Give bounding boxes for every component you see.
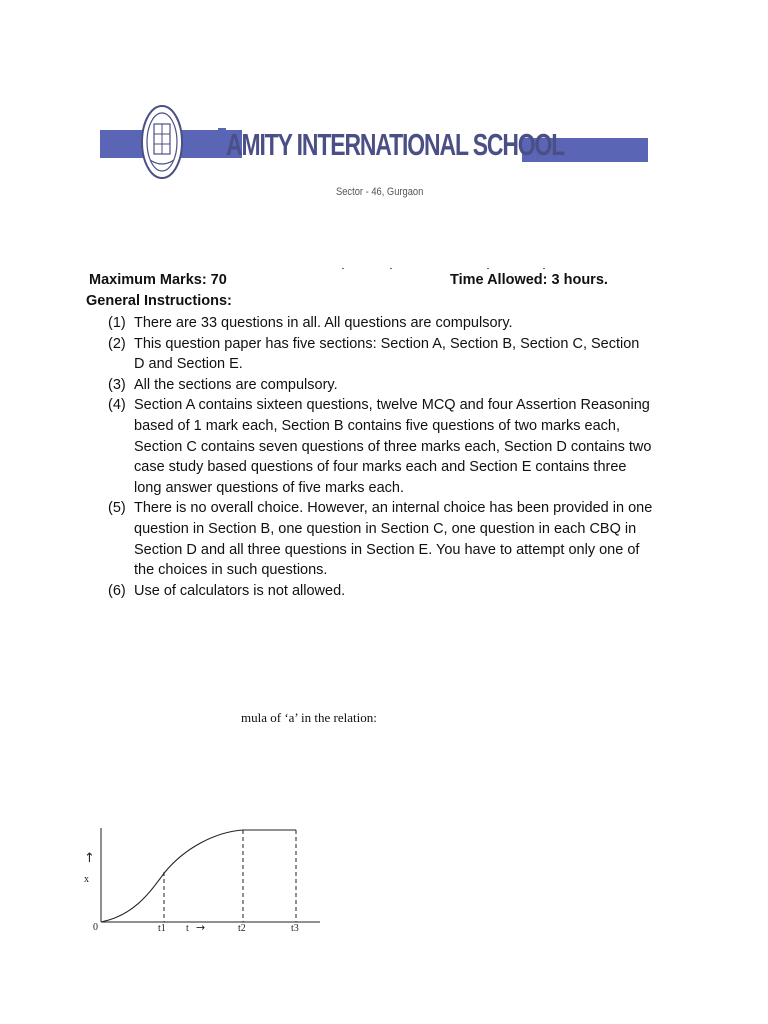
instruction-item <box>108 581 653 602</box>
instruction-text: Section A contains sixteen questions, twelve MCQ and four Assertion Reasoning based of 1 mark each, Section B contains five questions of two marks each, Section C contains seven questions of three marks each, Section D contains two case study based questions of four marks each and Section E contains three long answer questions of five marks each. <box>134 397 652 496</box>
t1-label: t1 <box>158 923 166 934</box>
instruction-number: (2) <box>108 335 126 352</box>
y-arrow-icon: ↑ <box>84 851 95 866</box>
instruction-number: (1) <box>108 315 126 331</box>
position-curve <box>101 830 296 922</box>
position-time-graph <box>80 820 320 940</box>
origin-label: 0 <box>93 922 98 933</box>
instruction-number: (4) <box>108 397 126 414</box>
header-band-connector <box>218 128 226 152</box>
school-crest-icon <box>140 102 184 182</box>
instruction-text: There are 33 questions in all. All questions are compulsory. <box>134 315 513 331</box>
instruction-text: Use of calculators is not allowed. <box>134 582 346 599</box>
instruction-number: (6) <box>108 582 126 599</box>
scan-speck <box>487 268 489 269</box>
maximum-marks: Maximum Marks: 70 <box>89 272 227 288</box>
scan-speck <box>342 268 344 269</box>
instruction-text: All the sections are compulsory. <box>134 376 338 393</box>
t3-label: t3 <box>291 923 299 934</box>
y-axis-label: x <box>84 874 89 885</box>
school-header <box>100 100 648 210</box>
instruction-text: There is no overall choice. However, an internal choice has been provided in one question in Section B, one question in Section C, one question in each CBQ in Section D and all three questions in Section E. You have to attempt only one of the choices in such questions. <box>134 500 653 579</box>
scan-speck <box>390 268 392 269</box>
instruction-item <box>108 395 653 498</box>
instructions-list <box>108 313 653 601</box>
instruction-number: (3) <box>108 376 126 393</box>
scan-speck <box>543 268 545 269</box>
instruction-item <box>108 313 653 334</box>
general-instructions-heading: General Instructions: <box>86 293 232 309</box>
t2-label: t2 <box>238 923 246 934</box>
time-allowed: Time Allowed: 3 hours. <box>450 272 608 288</box>
instruction-item <box>108 375 653 396</box>
t-arrow-icon: → <box>196 921 206 934</box>
instruction-text: This question paper has five sections: Section A, Section B, Section C, Section D and Section E. <box>134 335 640 373</box>
question-fragment: mula of ‘a’ in the relation: <box>241 710 377 725</box>
instruction-item <box>108 334 653 375</box>
instruction-item <box>108 498 653 580</box>
school-name: AMITY INTERNATIONAL SCHOOL <box>226 127 565 162</box>
school-location: Sector - 46, Gurgaon <box>336 186 424 198</box>
t-axis-label: t <box>186 923 189 934</box>
instruction-number: (5) <box>108 500 126 517</box>
